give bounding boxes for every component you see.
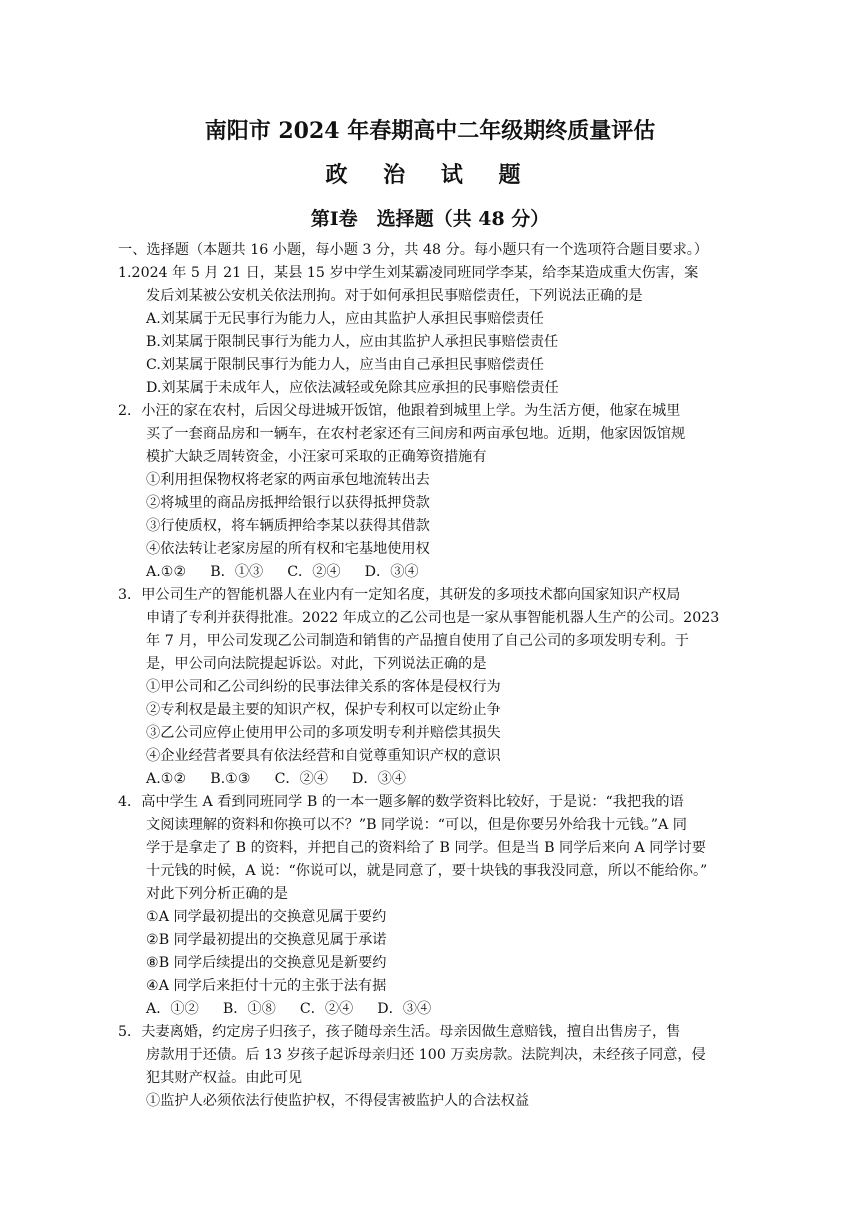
question-stem: 申请了专利并获得批准。2022 年成立的乙公司也是一家从事智能机器人生产的公司。2023 <box>146 610 720 626</box>
answer-options <box>146 999 455 1019</box>
question-stem: 发后刘某被公安机关依法刑拘。对于如何承担民事赔偿责任，下列说法正确的是 <box>146 288 643 304</box>
question-stem: 房款用于还债。后 13 岁孩子起诉母亲归还 100 万卖房款。法院判决，未经孩子同意，侵 <box>146 1047 706 1063</box>
option-d: D．③④ <box>377 1001 432 1017</box>
statement-item: ③乙公司应停止使用甲公司的多项发明专利并赔偿其损失 <box>146 725 501 741</box>
answer-choice: D.刘某属于未成年人，应依法减轻或免除其应承担的民事赔偿责任 <box>146 380 559 396</box>
statement-item: ④依法转让老家房屋的所有权和宅基地使用权 <box>146 541 430 557</box>
question-stem: 5．夫妻离婚，约定房子归孩子，孩子随母亲生活。母亲因做生意赔钱，擅自出售房子，售 <box>118 1024 681 1040</box>
question-stem: 4．高中学生 A 看到同班同学 B 的一本一题多解的数学资料比较好，于是说：“我把我的语 <box>118 794 684 810</box>
answer-choice: B.刘某属于限制民事行为能力人，应由其监护人承担民事赔偿责任 <box>146 334 559 350</box>
statement-item: ①监护人必须依法行使监护权，不得侵害被监护人的合法权益 <box>146 1093 530 1109</box>
answer-choice: C.刘某属于限制民事行为能力人，应当由自己承担民事赔偿责任 <box>146 357 544 373</box>
statement-item: ③行使质权，将车辆质押给李某以获得其借款 <box>146 518 430 534</box>
answer-options <box>146 562 443 582</box>
option-d: D．③④ <box>352 771 406 787</box>
statement-item: ①A 同学最初提出的交换意见属于要约 <box>146 909 387 925</box>
question-stem: 学于是拿走了 B 的资料，并把自己的资料给了 B 同学。但是当 B 同学后来向 A 同学讨要 <box>146 840 706 856</box>
subject-title: 政 治 试 题 <box>325 162 535 188</box>
answer-choice: A.刘某属于无民事行为能力人，应由其监护人承担民事赔偿责任 <box>146 311 544 327</box>
option-b: B．①③ <box>210 564 264 580</box>
question-stem: 年 7 月，甲公司发现乙公司制造和销售的产品擅自使用了自己公司的多项发明专利。于 <box>146 633 689 649</box>
option-a: A.①② <box>146 564 187 580</box>
statement-item: ④企业经营者要具有依法经营和自觉尊重知识产权的意识 <box>146 748 501 764</box>
statement-item: ②专利权是最主要的知识产权，保护专利权可以定纷止争 <box>146 702 501 718</box>
option-c: C．②④ <box>287 564 341 580</box>
statement-item: ②将城里的商品房抵押给银行以获得抵押贷款 <box>146 495 430 511</box>
option-a: A．①② <box>146 1001 199 1017</box>
option-b: B.①③ <box>210 771 251 787</box>
statement-item: ②B 同学最初提出的交换意见属于承诺 <box>146 932 387 948</box>
statement-item: ①甲公司和乙公司纠纷的民事法律关系的客体是侵权行为 <box>146 679 501 695</box>
question-stem: 3．甲公司生产的智能机器人在业内有一定知名度，其研发的多项技术都向国家知识产权局 <box>118 587 681 603</box>
option-d: D．③④ <box>364 564 419 580</box>
exam-title: 南阳市 2024 年春期高中二年级期终质量评估 <box>204 118 656 144</box>
statement-item: ④A 同学后来拒付十元的主张于法有据 <box>146 978 387 994</box>
statement-item: ⑧B 同学后续提出的交换意见是新要约 <box>146 955 387 971</box>
answer-options <box>146 769 430 789</box>
question-stem: 买了一套商品房和一辆车，在农村老家还有三间房和两亩承包地。近期，他家因饭馆规 <box>146 426 686 442</box>
part-title: 第Ⅰ卷 选择题（共 48 分） <box>310 208 550 230</box>
question-stem: 十元钱的时候，A 说：“你说可以，就是同意了，要十块钱的事我没同意，所以不能给你。” <box>146 863 708 879</box>
option-a: A.①② <box>146 771 187 787</box>
question-stem: 模扩大缺乏周转资金，小汪家可采取的正确筹资措施有 <box>146 449 487 465</box>
question-stem: 犯其财产权益。由此可见 <box>146 1070 303 1086</box>
option-c: C．②④ <box>299 1001 354 1017</box>
question-stem: 对此下列分析正确的是 <box>146 886 288 902</box>
question-stem: 1.2024 年 5 月 21 日，某县 15 岁中学生刘某霸凌同班同学李某，给李某造成重大伤害，案 <box>118 265 699 281</box>
option-b: B．①⑧ <box>222 1001 276 1017</box>
instructions: 一、选择题（本题共 16 小题，每小题 3 分，共 48 分。每小题只有一个选项符合题目要求。） <box>118 242 709 258</box>
option-c: C．②④ <box>274 771 328 787</box>
question-stem: 文阅读理解的资料和你换可以不？”B 同学说：“可以，但是你要另外给我十元钱。”A 同 <box>146 817 687 833</box>
question-stem: 是，甲公司向法院提起诉讼。对此，下列说法正确的是 <box>146 656 487 672</box>
question-stem: 2．小汪的家在农村，后因父母进城开饭馆，他跟着到城里上学。为生活方便，他家在城里 <box>118 403 681 419</box>
statement-item: ①利用担保物权将老家的两亩承包地流转出去 <box>146 472 430 488</box>
